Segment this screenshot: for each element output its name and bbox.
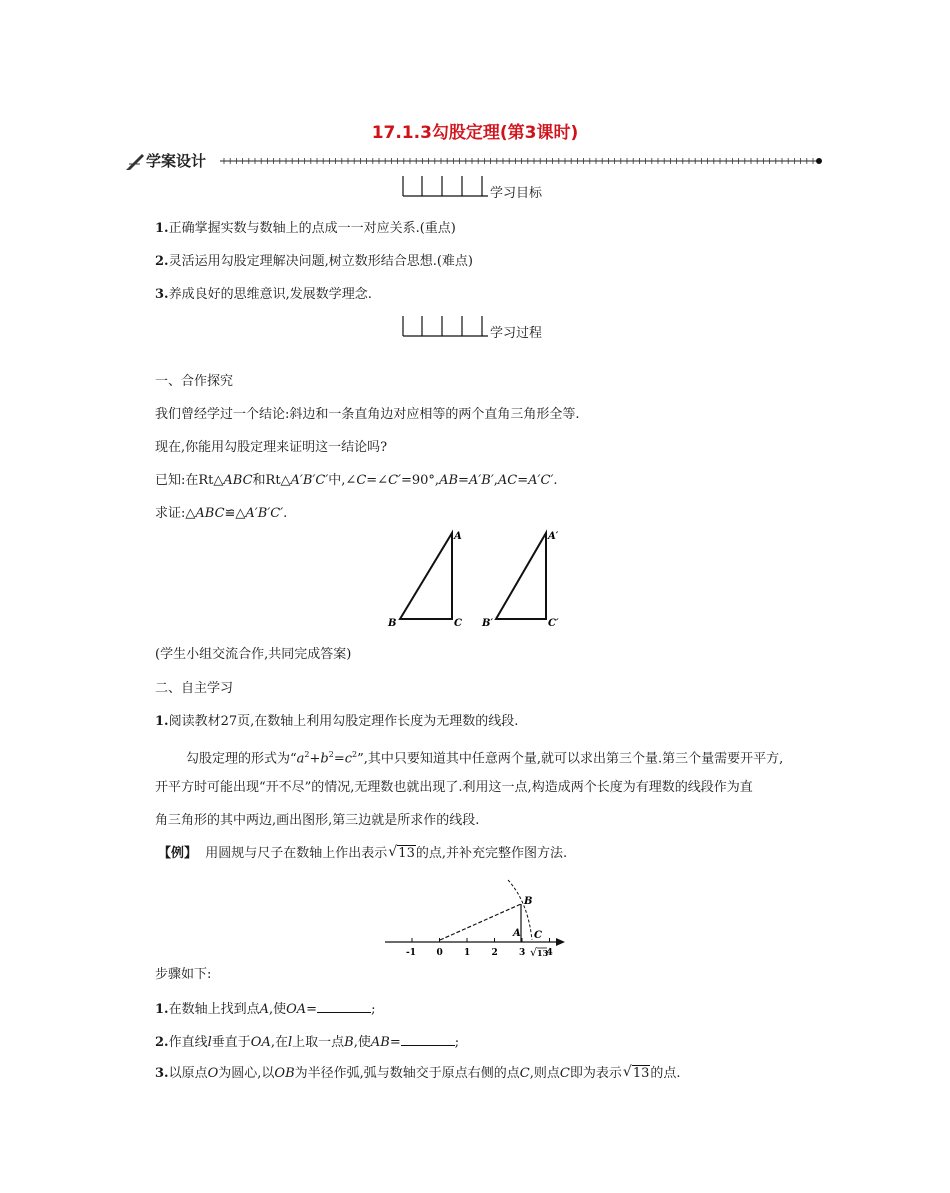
number-line-tick-label: 4 (546, 948, 553, 958)
heading-boxes-graphic (402, 176, 490, 198)
number-line-tick-label: 3 (519, 948, 526, 958)
part1-line-1: 我们曾经学过一个结论:斜边和一条直角边对应相等的两个直角三角形全等. (155, 407, 580, 422)
section-banner (126, 148, 826, 174)
sqrt-13-label: 13 (537, 948, 549, 958)
number-line-tick-label: 0 (436, 948, 443, 958)
point-b-label: B (524, 896, 533, 907)
known-statement: 已知:在Rt△ABC和Rt△A′B′C′中,∠C=∠C′=90°,AB=A′B′,AC=A′C′. (155, 473, 558, 488)
step-3: 3.以原点O为圆心,以OB为半径作弧,弧与数轴交于原点右侧的点C,则点C即为表示 √ 13的点. (155, 1064, 681, 1081)
step-2: 2.作直线l垂直于OA,在l上取一点B,使AB= ; (155, 1032, 459, 1052)
goal-item-2: 2.灵活运用勾股定理解决问题,树立数形结合思想.(难点) (155, 254, 473, 269)
label-c-prime: C′ (548, 618, 559, 629)
goal-item-1: 1.正确掌握实数与数轴上的点成一一对应关系.(重点) (155, 221, 456, 236)
section-heading-process (402, 316, 562, 340)
sqrt-13: √ 13 (388, 844, 415, 861)
pencil-icon (126, 152, 146, 170)
answer-blank-2[interactable] (401, 1032, 455, 1046)
heading-boxes-graphic (402, 316, 490, 338)
triangles-figure (380, 525, 580, 635)
number-line-figure (380, 872, 580, 962)
part2-item-1: 1.阅读教材27页,在数轴上利用勾股定理作长度为无理数的线段. (155, 714, 519, 729)
triangle-abc-prime (496, 533, 546, 619)
label-a-prime: A′ (548, 531, 559, 542)
pythagoras-para-line-1: 勾股定理的形式为“$a^2+b^2=c^2$”,其中只要知道其中任意两个量,就可以求出第三个量.第三个量需要开平方, (186, 750, 784, 767)
number-line-tick-label: 1 (464, 948, 471, 958)
sqrt-sign: √ (530, 946, 538, 959)
section-heading-label: 学习目标 (490, 186, 543, 201)
page-title: 17.1.3勾股定理(第3课时) (371, 123, 579, 143)
label-c: C (454, 618, 462, 629)
triangle-abc (400, 533, 452, 619)
label-a: A (454, 531, 462, 542)
banner-label: 学案设计 (146, 152, 207, 170)
number-line-tick-label: 2 (491, 948, 498, 958)
step-1: 1.在数轴上找到点A,使OA= ; (155, 999, 375, 1019)
label-b-prime: B′ (482, 618, 494, 629)
prove-statement: 求证:△ABC≌△A′B′C′. (155, 506, 288, 521)
steps-heading: 步骤如下: (155, 967, 212, 982)
example-line: 【例】 用圆规与尺子在数轴上作出表示 √ 13的点,并补充完整作图方法. (158, 844, 568, 861)
section-heading-label: 学习过程 (490, 326, 543, 341)
goal-item-3: 3.养成良好的思维意识,发展数学理念. (155, 287, 372, 302)
pythagoras-para-line-2: 开平方时可能出现“开不尽”的情况,无理数也就出现了.利用这一点,构造成两个长度为有理数的线段作为直 (155, 780, 753, 795)
label-b: B (388, 618, 397, 629)
point-c-label: C (534, 930, 542, 941)
sqrt-13: √ 13 (622, 1064, 650, 1081)
part1-line-2: 现在,你能用勾股定理来证明这一结论吗? (155, 440, 388, 455)
part2-heading: 二、自主学习 (155, 681, 234, 696)
section-heading-goals (402, 176, 562, 200)
pythagoras-para-line-3: 角三角形的其中两边,画出图形,第三边就是所求作的线段. (155, 813, 480, 828)
part1-heading: 一、合作探究 (155, 374, 234, 389)
point-a-label: A (513, 928, 521, 939)
banner-ruler (220, 154, 826, 168)
answer-blank-1[interactable] (317, 999, 371, 1013)
group-note: (学生小组交流合作,共同完成答案) (155, 647, 352, 662)
number-line-tick-label: -1 (406, 948, 416, 958)
